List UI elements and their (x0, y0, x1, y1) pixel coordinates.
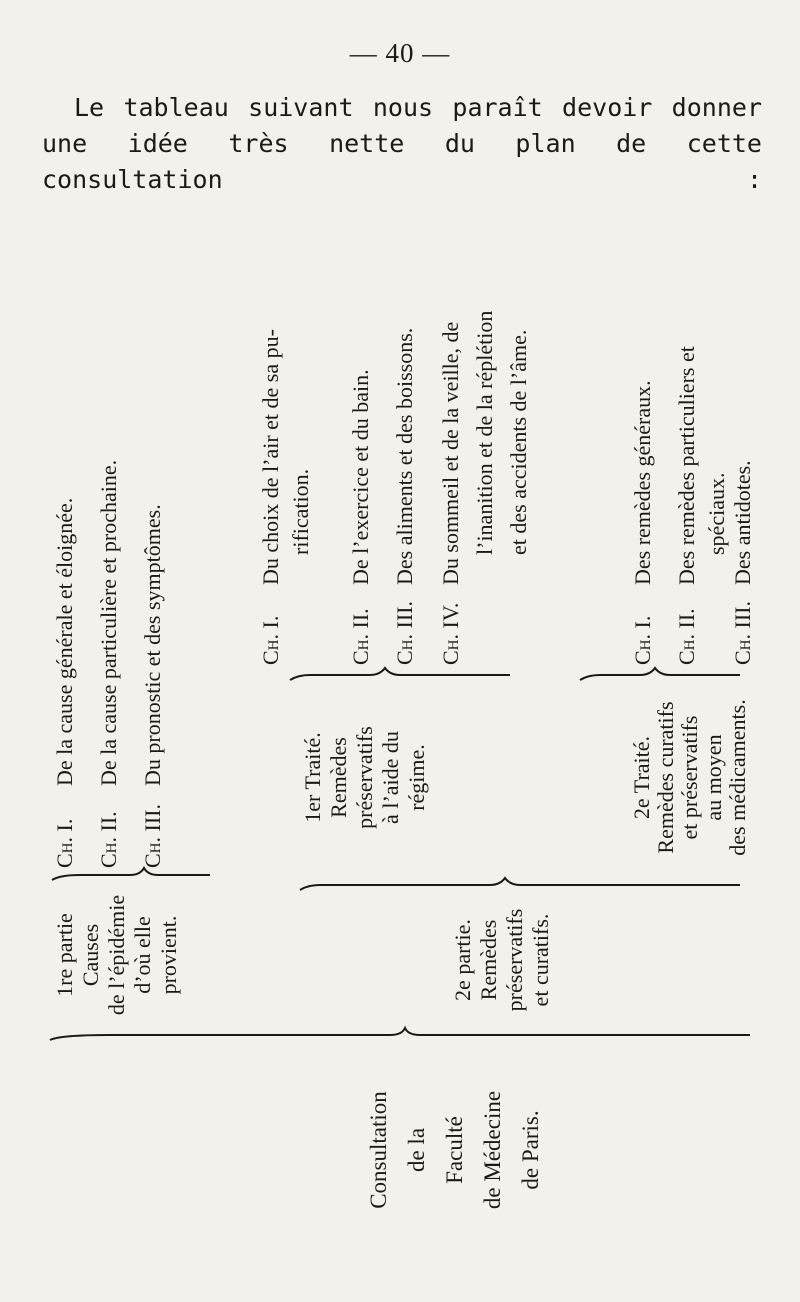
treatise2-line: 2e Traité. (629, 735, 654, 820)
treatise1-title (300, 680, 430, 875)
part1-line: provient. (156, 915, 181, 995)
chapter-text: et des accidents de l’âme. (506, 329, 531, 555)
chapter-text: Des antidotes. (730, 460, 755, 585)
chapter-text: l’inanition et de la réplétion (472, 310, 497, 555)
chapter-number: Ch. II. (348, 608, 373, 665)
part1-line: Causes (78, 923, 103, 987)
chapter-number: Ch. III. (140, 804, 165, 868)
chapter-number: Ch. III. (392, 601, 417, 665)
treatise2-line: Remèdes curatifs (653, 701, 678, 854)
root-line: de Paris. (518, 1110, 543, 1190)
part2-line: et curatifs. (528, 913, 553, 1007)
treatise2-line: au moyen (701, 734, 726, 821)
chapter-text: Des aliments et des boissons. (392, 327, 417, 585)
chapter-number: Ch. IV. (438, 602, 463, 665)
chapter-number: Ch. I. (258, 615, 283, 665)
part2-line: Remèdes (476, 919, 501, 1001)
chapter-text: Du sommeil et de la veille, de (438, 321, 463, 585)
chapter-number: Ch. III. (730, 601, 755, 665)
treatise1-line: à l’aide du (378, 731, 403, 824)
treatise1-line: Remèdes (326, 737, 351, 818)
intro-line-2: une idée très nette du plan de cette consultation : (42, 129, 762, 194)
chapter-number: Ch. II. (674, 608, 699, 665)
chapter-text: De la cause générale et éloignée. (52, 497, 77, 786)
page-number: — 40 — (349, 38, 451, 68)
part2-title (450, 890, 554, 1030)
treatise1-line: régime. (404, 744, 429, 811)
root-line: Consultation (366, 1091, 391, 1209)
chapter-text: Des remèdes particuliers et (674, 346, 699, 585)
root-line: de la (404, 1127, 429, 1173)
part2-line: 2e partie. (450, 919, 475, 1001)
intro-line-1: Le tableau suivant nous paraît devoir donner (74, 93, 762, 122)
part2-line: préservatifs (502, 908, 527, 1012)
part1-line: de l’épidémie (104, 894, 129, 1016)
root-line: Faculté (442, 1116, 467, 1184)
treatise2-title (630, 680, 750, 875)
root-line: de Médecine (480, 1090, 505, 1210)
chapter-text: Du choix de l’air et de sa pu- (258, 329, 283, 585)
chapter-text: Du pronostic et des symptômes. (140, 504, 165, 786)
chapter-number: Ch. I. (52, 818, 77, 868)
treatise2-line: et préservatifs (677, 715, 702, 840)
chapter-text: Des remèdes généraux. (630, 380, 655, 585)
chapter-text: rification. (288, 468, 313, 555)
part1-line: d’où elle (130, 916, 155, 994)
outline-table (40, 180, 760, 1260)
treatise2-line: des médicaments. (725, 699, 750, 856)
treatise1-line: préservatifs (352, 726, 377, 829)
treatise1-line: 1er Traité. (300, 732, 325, 823)
part1-title (52, 880, 182, 1030)
root-title (360, 1060, 550, 1240)
chapter-number: Ch. I. (630, 615, 655, 665)
chapter-text: spéciaux. (704, 472, 729, 555)
part1-line: 1re partie (52, 913, 77, 997)
chapter-text: De l’exercice et du bain. (348, 369, 373, 585)
chapter-text: De la cause particulière et prochaine. (96, 459, 121, 786)
chapter-number: Ch. II. (96, 811, 121, 868)
